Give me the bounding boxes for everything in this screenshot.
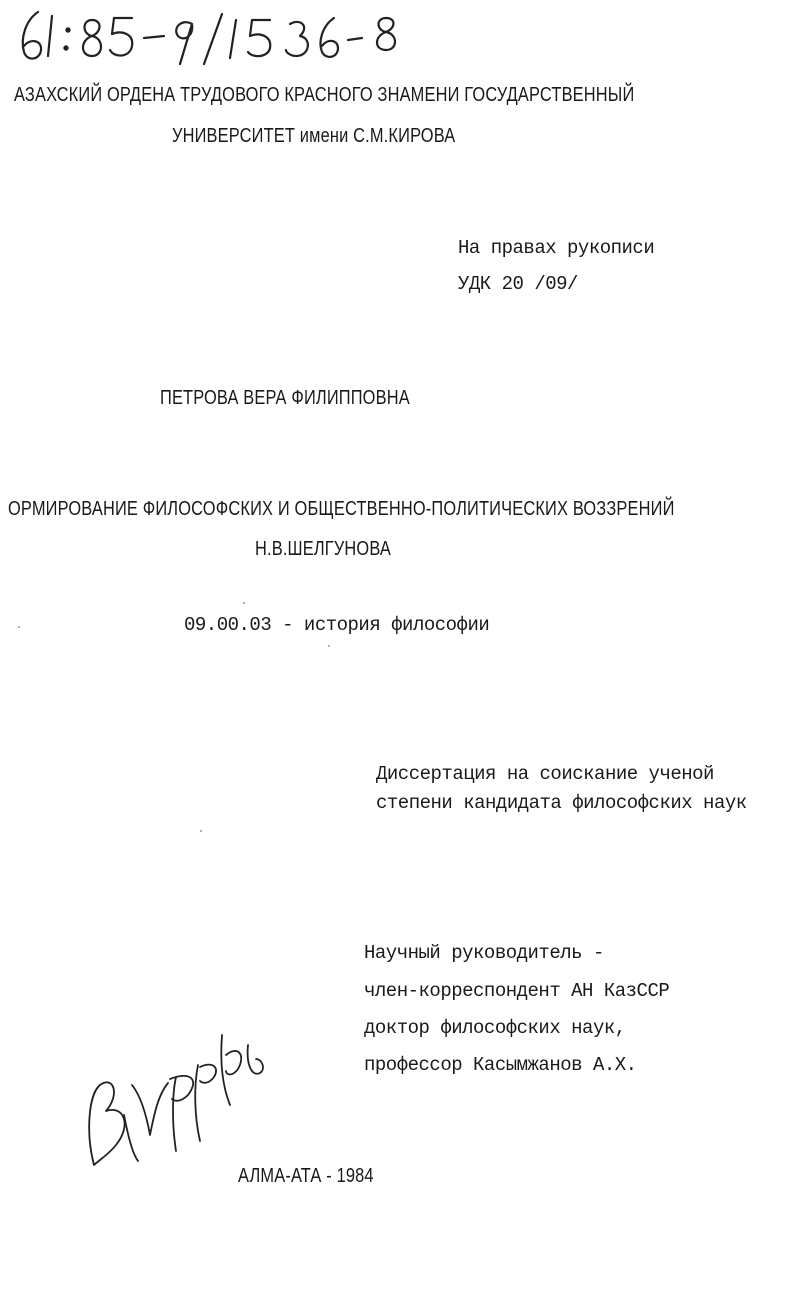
udc-code: УДК 20 /09/	[458, 273, 578, 295]
supervisor-line-3: доктор философских наук,	[364, 1017, 626, 1039]
specialty-code: 09.00.03 - история философии	[184, 614, 490, 636]
manuscript-rights-note: На правах рукописи	[458, 237, 655, 259]
author-name: ПЕТРОВА ВЕРА ФИЛИППОВНА	[160, 387, 410, 409]
city-and-year: АЛМА-АТА - 1984	[238, 1165, 374, 1187]
scan-speck	[328, 645, 330, 647]
scan-speck	[18, 626, 20, 628]
supervisor-line-2: член-корреспондент АН КазССР	[364, 980, 670, 1002]
university-name-line-1: АЗАХСКИЙ ОРДЕНА ТРУДОВОГО КРАСНОГО ЗНАМЕНИ ГОСУДАРСТВЕННЫЙ	[14, 84, 635, 106]
dissertation-title-line-1: ОРМИРОВАНИЕ ФИЛОСОФСКИХ И ОБЩЕСТВЕННО-ПОЛИТИЧЕСКИХ ВОЗЗРЕНИЙ	[8, 498, 675, 520]
university-name-line-2: УНИВЕРСИТЕТ имени С.М.КИРОВА	[172, 125, 456, 147]
scan-speck	[200, 830, 202, 832]
dissertation-degree-line-1: Диссертация на соискание ученой	[376, 763, 714, 785]
scan-speck	[243, 602, 245, 604]
supervisor-line-1: Научный руководитель -	[364, 942, 604, 964]
dissertation-title-line-2: Н.В.ШЕЛГУНОВА	[255, 538, 391, 560]
author-signature	[80, 1015, 270, 1175]
supervisor-line-4: профессор Касымжанов А.Х.	[364, 1054, 637, 1076]
dissertation-degree-line-2: степени кандидата философских наук	[376, 792, 747, 814]
handwritten-reference-number	[8, 0, 428, 80]
